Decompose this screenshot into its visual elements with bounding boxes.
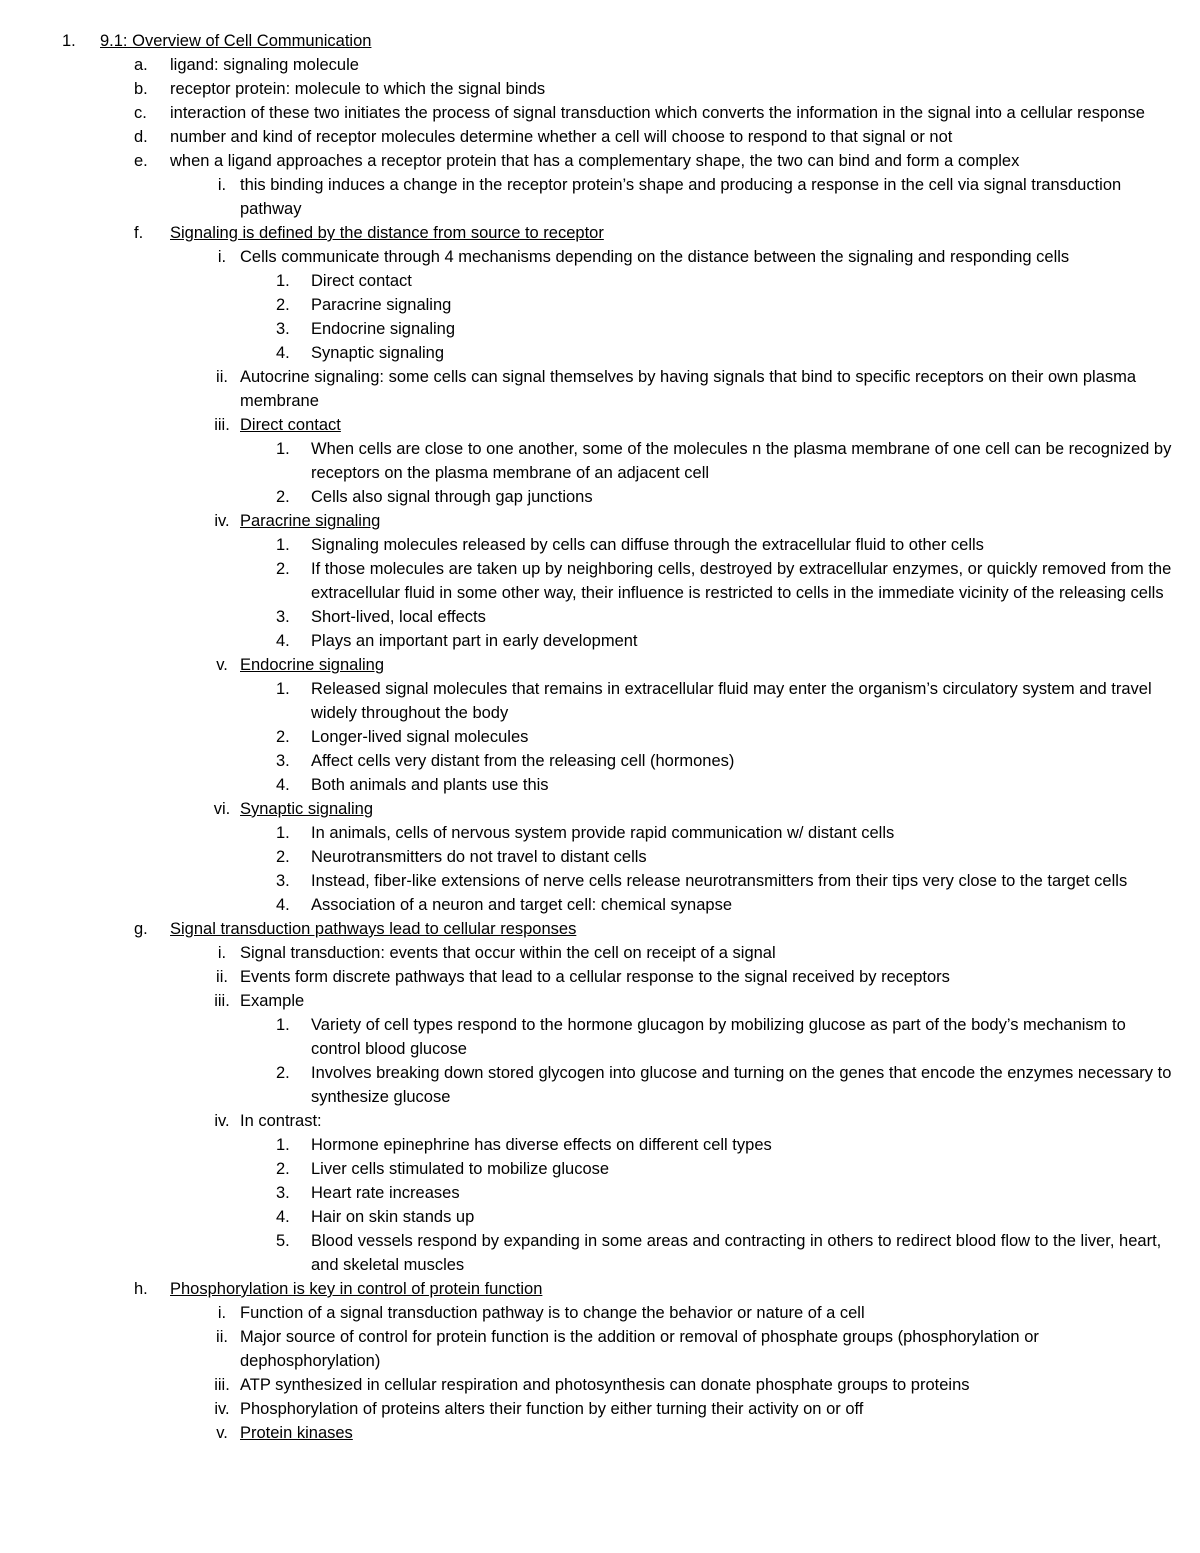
outline-item-level-3 bbox=[0, 869, 1200, 893]
outline-item-level-2 bbox=[0, 245, 1200, 269]
outline-marker: 4. bbox=[276, 632, 290, 650]
outline-marker: 2. bbox=[276, 488, 290, 506]
outline-text: Neurotransmitters do not travel to distant cells bbox=[311, 848, 647, 866]
outline-marker: iv. bbox=[214, 512, 230, 530]
outline-marker: 3. bbox=[276, 320, 290, 338]
outline-marker: 2. bbox=[276, 1064, 290, 1082]
outline-item-level-2 bbox=[0, 965, 1200, 989]
outline-item-level-3 bbox=[0, 893, 1200, 917]
outline-marker: 1. bbox=[62, 32, 76, 50]
outline-text: Cells also signal through gap junctions bbox=[311, 488, 593, 506]
outline-text: Major source of control for protein function is the addition or removal of phosphate groups (phosphorylation or dephosphorylation) bbox=[240, 1328, 1039, 1370]
outline-text: Paracrine signaling bbox=[311, 296, 452, 314]
top-margin bbox=[0, 0, 1200, 29]
outline-marker: c. bbox=[134, 104, 147, 122]
outline-marker: 2. bbox=[276, 728, 290, 746]
outline-text: Affect cells very distant from the releasing cell (hormones) bbox=[311, 752, 735, 770]
outline-item-level-3 bbox=[0, 1157, 1200, 1181]
outline-text: Function of a signal transduction pathway is to change the behavior or nature of a cell bbox=[240, 1304, 865, 1322]
outline-item-level-3 bbox=[0, 725, 1200, 749]
outline-text: this binding induces a change in the receptor protein’s shape and producing a response in the cell via signal transduction pathway bbox=[240, 176, 1122, 218]
outline-item-level-3 bbox=[0, 1061, 1200, 1109]
outline-marker: 4. bbox=[276, 776, 290, 794]
outline-marker: ii. bbox=[216, 368, 228, 386]
outline-text: Released signal molecules that remains in extracellular fluid may enter the organism’s circulatory system and travel widely throughout the body bbox=[311, 680, 1152, 722]
outline-marker: 5. bbox=[276, 1232, 290, 1250]
outline-marker: ii. bbox=[216, 1328, 228, 1346]
outline-marker: 3. bbox=[276, 608, 290, 626]
outline-marker: e. bbox=[134, 152, 148, 170]
outline-item-level-2 bbox=[0, 365, 1200, 413]
outline-marker: f. bbox=[134, 224, 144, 242]
outline-heading: Phosphorylation is key in control of protein function bbox=[170, 1280, 543, 1298]
outline-item-level-2 bbox=[0, 413, 1200, 437]
outline-marker: ii. bbox=[216, 968, 228, 986]
outline-text: In contrast: bbox=[240, 1112, 322, 1130]
outline-item-level-3 bbox=[0, 317, 1200, 341]
outline-item-level-1 bbox=[0, 125, 1200, 149]
outline-marker: 1. bbox=[276, 536, 290, 554]
outline-text: Plays an important part in early development bbox=[311, 632, 638, 650]
outline-marker: 3. bbox=[276, 872, 290, 890]
outline-item-level-1 bbox=[0, 1277, 1200, 1301]
outline-marker: b. bbox=[134, 80, 148, 98]
outline-item-level-3 bbox=[0, 341, 1200, 365]
outline-heading: Synaptic signaling bbox=[240, 800, 373, 818]
outline-text: Hair on skin stands up bbox=[311, 1208, 475, 1226]
outline-text: Endocrine signaling bbox=[311, 320, 456, 338]
outline-marker: h. bbox=[134, 1280, 148, 1298]
outline-item-level-3 bbox=[0, 605, 1200, 629]
outline-marker: 2. bbox=[276, 296, 290, 314]
outline-marker: 3. bbox=[276, 752, 290, 770]
outline-item-level-2 bbox=[0, 1421, 1200, 1445]
outline-text: when a ligand approaches a receptor protein that has a complementary shape, the two can bind and form a complex bbox=[170, 152, 1020, 170]
outline-item-level-3 bbox=[0, 845, 1200, 869]
outline-item-level-1 bbox=[0, 221, 1200, 245]
outline-list bbox=[0, 29, 1200, 1445]
outline-marker: vi. bbox=[213, 800, 231, 818]
outline-text: Involves breaking down stored glycogen into glucose and turning on the genes that encode the enzymes necessary to synthesize glucose bbox=[311, 1064, 1172, 1106]
outline-heading: Signaling is defined by the distance from source to receptor bbox=[170, 224, 604, 242]
outline-marker: i. bbox=[217, 944, 227, 962]
outline-marker: iii. bbox=[214, 416, 230, 434]
outline-marker: 1. bbox=[276, 272, 290, 290]
outline-text: interaction of these two initiates the process of signal transduction which converts the information in the signal into a cellular response bbox=[170, 104, 1145, 122]
outline-marker: 2. bbox=[276, 560, 290, 578]
outline-item-level-3 bbox=[0, 533, 1200, 557]
outline-heading: Signal transduction pathways lead to cellular responses bbox=[170, 920, 577, 938]
outline-marker: 1. bbox=[276, 440, 290, 458]
outline-item-level-2 bbox=[0, 1325, 1200, 1373]
outline-marker: i. bbox=[217, 1304, 227, 1322]
outline-item-level-2 bbox=[0, 1397, 1200, 1421]
outline-item-level-1 bbox=[0, 149, 1200, 173]
outline-marker: 4. bbox=[276, 344, 290, 362]
outline-marker: 1. bbox=[276, 1136, 290, 1154]
outline-item-level-1 bbox=[0, 101, 1200, 125]
outline-text: Synaptic signaling bbox=[311, 344, 444, 362]
outline-marker: 4. bbox=[276, 896, 290, 914]
outline-item-level-3 bbox=[0, 437, 1200, 485]
outline-text: Association of a neuron and target cell: chemical synapse bbox=[311, 896, 732, 914]
outline-text: Cells communicate through 4 mechanisms depending on the distance between the signaling and responding cells bbox=[240, 248, 1070, 266]
outline-item-level-3 bbox=[0, 629, 1200, 653]
outline-text: Example bbox=[240, 992, 305, 1010]
outline-item-level-2 bbox=[0, 989, 1200, 1013]
outline-marker: g. bbox=[134, 920, 148, 938]
outline-item-level-3 bbox=[0, 269, 1200, 293]
outline-heading: Protein kinases bbox=[240, 1424, 353, 1442]
outline-heading: Direct contact bbox=[240, 416, 341, 434]
outline-text: Signal transduction: events that occur within the cell on receipt of a signal bbox=[240, 944, 776, 962]
outline-item-level-3 bbox=[0, 821, 1200, 845]
outline-heading: 9.1: Overview of Cell Communication bbox=[100, 32, 372, 50]
outline-text: Direct contact bbox=[311, 272, 412, 290]
outline-text: Heart rate increases bbox=[311, 1184, 460, 1202]
outline-item-level-3 bbox=[0, 677, 1200, 725]
outline-text: ligand: signaling molecule bbox=[170, 56, 359, 74]
outline-item-level-3 bbox=[0, 557, 1200, 605]
outline-text: Variety of cell types respond to the hormone glucagon by mobilizing glucose as part of the body’s mechanism to control blood glucose bbox=[311, 1016, 1126, 1058]
outline-marker: 1. bbox=[276, 1016, 290, 1034]
outline-text: Both animals and plants use this bbox=[311, 776, 549, 794]
outline-marker: 1. bbox=[276, 824, 290, 842]
outline-marker: d. bbox=[134, 128, 148, 146]
outline-text: Liver cells stimulated to mobilize glucose bbox=[311, 1160, 610, 1178]
outline-marker: iv. bbox=[214, 1112, 230, 1130]
outline-item-level-2 bbox=[0, 1373, 1200, 1397]
outline-marker: a. bbox=[134, 56, 148, 74]
outline-marker: 1. bbox=[276, 680, 290, 698]
outline-marker: v. bbox=[216, 656, 228, 674]
outline-marker: 2. bbox=[276, 848, 290, 866]
outline-text: If those molecules are taken up by neighboring cells, destroyed by extracellular enzymes, or quickly removed from the extracellular fluid in some other way, their influence is restricted to cells in the immediate vicinity of the releasing cells bbox=[311, 560, 1172, 602]
outline-text: Events form discrete pathways that lead to a cellular response to the signal received by receptors bbox=[240, 968, 950, 986]
outline-text: Short-lived, local effects bbox=[311, 608, 486, 626]
outline-item-level-3 bbox=[0, 1205, 1200, 1229]
outline-item-level-2 bbox=[0, 1301, 1200, 1325]
outline-marker: iv. bbox=[214, 1400, 230, 1418]
outline-item-level-2 bbox=[0, 509, 1200, 533]
outline-item-level-2 bbox=[0, 173, 1200, 221]
outline-marker: i. bbox=[217, 248, 227, 266]
outline-marker: 4. bbox=[276, 1208, 290, 1226]
outline-item-level-2 bbox=[0, 941, 1200, 965]
outline-text: Hormone epinephrine has diverse effects on different cell types bbox=[311, 1136, 772, 1154]
outline-text: When cells are close to one another, some of the molecules n the plasma membrane of one cell can be recognized by receptors on the plasma membrane of an adjacent cell bbox=[311, 440, 1172, 482]
outline-item-level-1 bbox=[0, 53, 1200, 77]
outline-marker: i. bbox=[217, 176, 227, 194]
outline-text: Blood vessels respond by expanding in some areas and contracting in others to redirect blood flow to the liver, heart, and skeletal muscles bbox=[311, 1232, 1162, 1274]
outline-item-level-3 bbox=[0, 1133, 1200, 1157]
outline-item-level-2 bbox=[0, 653, 1200, 677]
outline-marker: 2. bbox=[276, 1160, 290, 1178]
outline-item-level-3 bbox=[0, 1229, 1200, 1277]
outline-text: Instead, fiber-like extensions of nerve cells release neurotransmitters from their tips very close to the target cells bbox=[311, 872, 1128, 890]
outline-text: Longer-lived signal molecules bbox=[311, 728, 529, 746]
outline-item-level-3 bbox=[0, 293, 1200, 317]
outline-marker: iii. bbox=[214, 1376, 230, 1394]
outline-item-level-2 bbox=[0, 797, 1200, 821]
outline-text: number and kind of receptor molecules determine whether a cell will choose to respond to that signal or not bbox=[170, 128, 953, 146]
outline-heading: Paracrine signaling bbox=[240, 512, 381, 530]
outline-text: Phosphorylation of proteins alters their function by either turning their activity on or off bbox=[240, 1400, 864, 1418]
outline-item-level-0 bbox=[0, 29, 1200, 53]
outline-text: Autocrine signaling: some cells can signal themselves by having signals that bind to specific receptors on their own plasma membrane bbox=[240, 368, 1137, 410]
outline-marker: v. bbox=[216, 1424, 228, 1442]
outline-item-level-3 bbox=[0, 773, 1200, 797]
outline-item-level-1 bbox=[0, 917, 1200, 941]
outline-text: Signaling molecules released by cells can diffuse through the extracellular fluid to other cells bbox=[311, 536, 984, 554]
outline-text: receptor protein: molecule to which the signal binds bbox=[170, 80, 546, 98]
outline-marker: iii. bbox=[214, 992, 230, 1010]
outline-item-level-3 bbox=[0, 749, 1200, 773]
outline-heading: Endocrine signaling bbox=[240, 656, 385, 674]
outline-item-level-3 bbox=[0, 1181, 1200, 1205]
outline-text: In animals, cells of nervous system provide rapid communication w/ distant cells bbox=[311, 824, 895, 842]
outline-item-level-3 bbox=[0, 485, 1200, 509]
outline-text: ATP synthesized in cellular respiration and photosynthesis can donate phosphate groups to proteins bbox=[240, 1376, 970, 1394]
outline-item-level-1 bbox=[0, 77, 1200, 101]
outline-item-level-2 bbox=[0, 1109, 1200, 1133]
outline-item-level-3 bbox=[0, 1013, 1200, 1061]
outline-marker: 3. bbox=[276, 1184, 290, 1202]
